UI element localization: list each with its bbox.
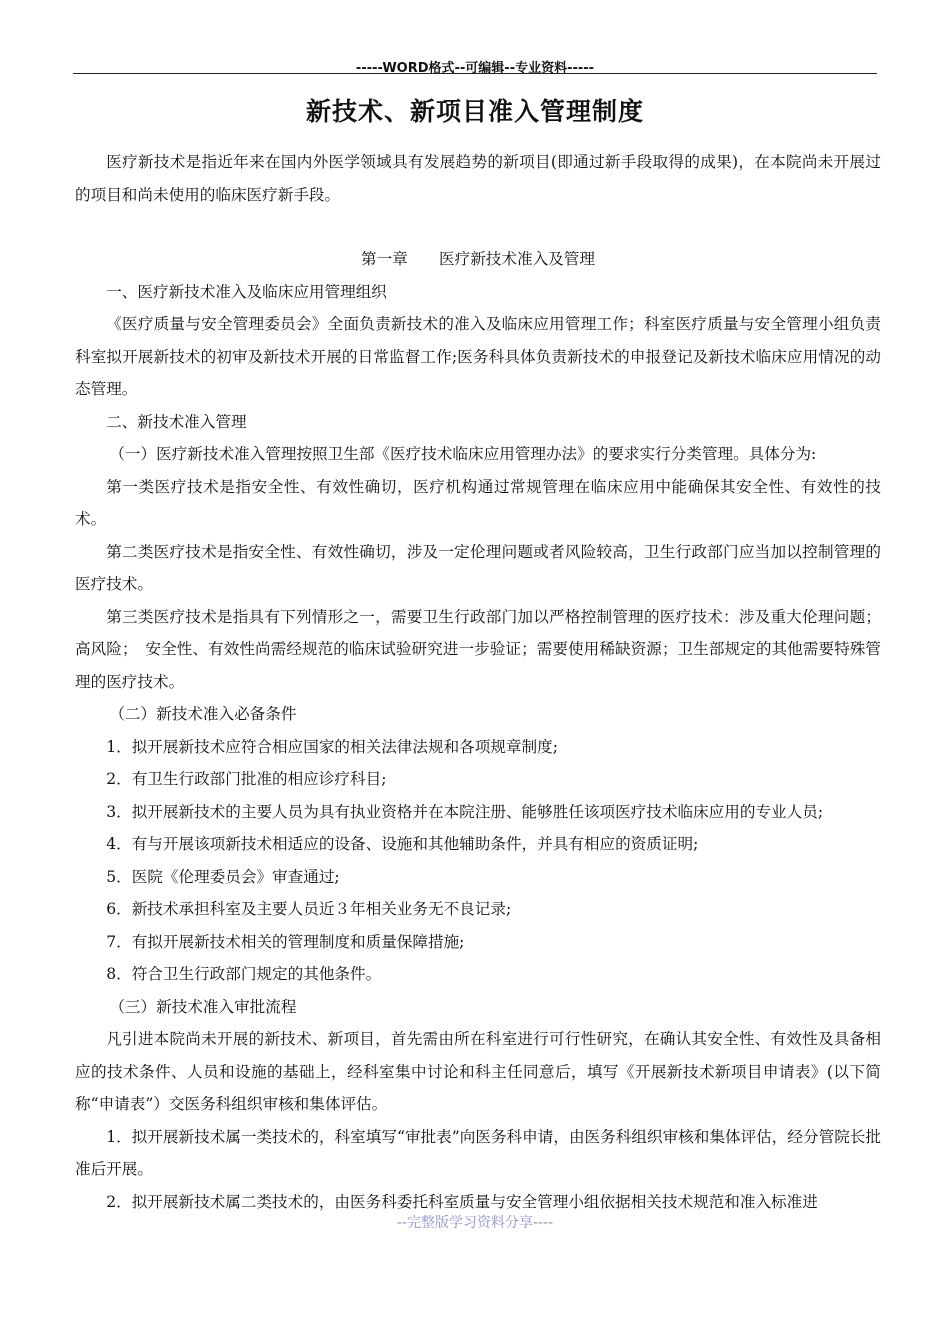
step-paragraph: 2．拟开展新技术属二类技术的，由医务科委托科室质量与安全管理小组依据相关技术规范和准入标准进: [106, 1192, 818, 1211]
condition-item: 1．拟开展新技术应符合相应国家的相关法律法规和各项规章制度;: [106, 737, 558, 756]
header-divider: [73, 73, 877, 74]
page-header: -----WORD格式--可编辑--专业资料-----: [355, 61, 595, 76]
condition-item: 6．新技术承担科室及主要人员近３年相关业务无不良记录;: [106, 900, 512, 918]
class-paragraph: 第一类医疗技术是指安全性、有效性确切，医疗机构通过常规管理在临床应用中能确保其安全性、有效性的技术。: [75, 477, 881, 528]
condition-item: 8．符合卫生行政部门规定的其他条件。: [106, 965, 382, 983]
subsection-heading: （二）新技术准入必备条件: [109, 705, 297, 723]
class-paragraph: 第三类医疗技术是指具有下列情形之一，需要卫生行政部门加以严格控制管理的医疗技术：涉及重大伦理问题；高风险； 安全性、有效性尚需经规范的临床试验研究进一步验证；需要使用稀缺资源；卫生部规定的其他需要特殊管理的医疗技术。: [75, 607, 881, 691]
document-body: [75, 146, 881, 1218]
intro-paragraph: 医疗新技术是指近年来在国内外医学领域具有发展趋势的新项目(即通过新手段取得的成果)，在本院尚未开展过的项目和尚未使用的临床医疗新手段。: [75, 153, 881, 204]
page-footer: --完整版学习资料分享----: [396, 1215, 554, 1231]
class-paragraph: 第二类医疗技术是指安全性、有效性确切，涉及一定伦理问题或者风险较高，卫生行政部门应当加以控制管理的医疗技术。: [75, 542, 881, 593]
condition-item: 3．拟开展新技术的主要人员为具有执业资格并在本院注册、能够胜任该项医疗技术临床应用的专业人员;: [106, 802, 824, 821]
process-paragraph: 凡引进本院尚未开展的新技术、新项目，首先需由所在科室进行可行性研究，在确认其安全性、有效性及具备相应的技术条件、人员和设施的基础上，经科室集中讨论和科主任同意后，填写《开展新技术新项目申请表》(以下简称“申请表”）交医务科组织审核和集体评估。: [75, 1030, 881, 1113]
condition-item: 2．有卫生行政部门批准的相应诊疗科目;: [106, 770, 387, 788]
document-title: 新技术、新项目准入管理制度: [305, 97, 644, 126]
condition-item: 5．医院《伦理委员会》审查通过;: [106, 867, 340, 886]
subsection-heading: （三）新技术准入审批流程: [109, 997, 297, 1016]
step-paragraph: 1．拟开展新技术属一类技术的，科室填写“审批表”向医务科申请，由医务科组织审核和集体评估，经分管院长批准后开展。: [75, 1127, 881, 1178]
section-heading: 二、新技术准入管理: [106, 412, 247, 431]
condition-item: 7．有拟开展新技术相关的管理制度和质量保障措施;: [106, 932, 465, 951]
condition-item: 4．有与开展该项新技术相适应的设备、设施和其他辅助条件，并具有相应的资质证明;: [106, 835, 699, 853]
subsection-heading: （一）医疗新技术准入管理按照卫生部《医疗技术临床应用管理办法》的要求实行分类管理。具体分为:: [109, 445, 817, 463]
spacer: [75, 211, 881, 243]
section-heading: 一、医疗新技术准入及临床应用管理组织: [106, 282, 387, 301]
chapter-heading: 第一章 医疗新技术准入及管理: [361, 250, 595, 268]
section-paragraph: 《医疗质量与安全管理委员会》全面负责新技术的准入及临床应用管理工作；科室医疗质量与安全管理小组负责科室拟开展新技术的初审及新技术开展的日常监督工作;医务科具体负责新技术的申报登记及新技术临床应用情况的动态管理。: [75, 315, 881, 398]
